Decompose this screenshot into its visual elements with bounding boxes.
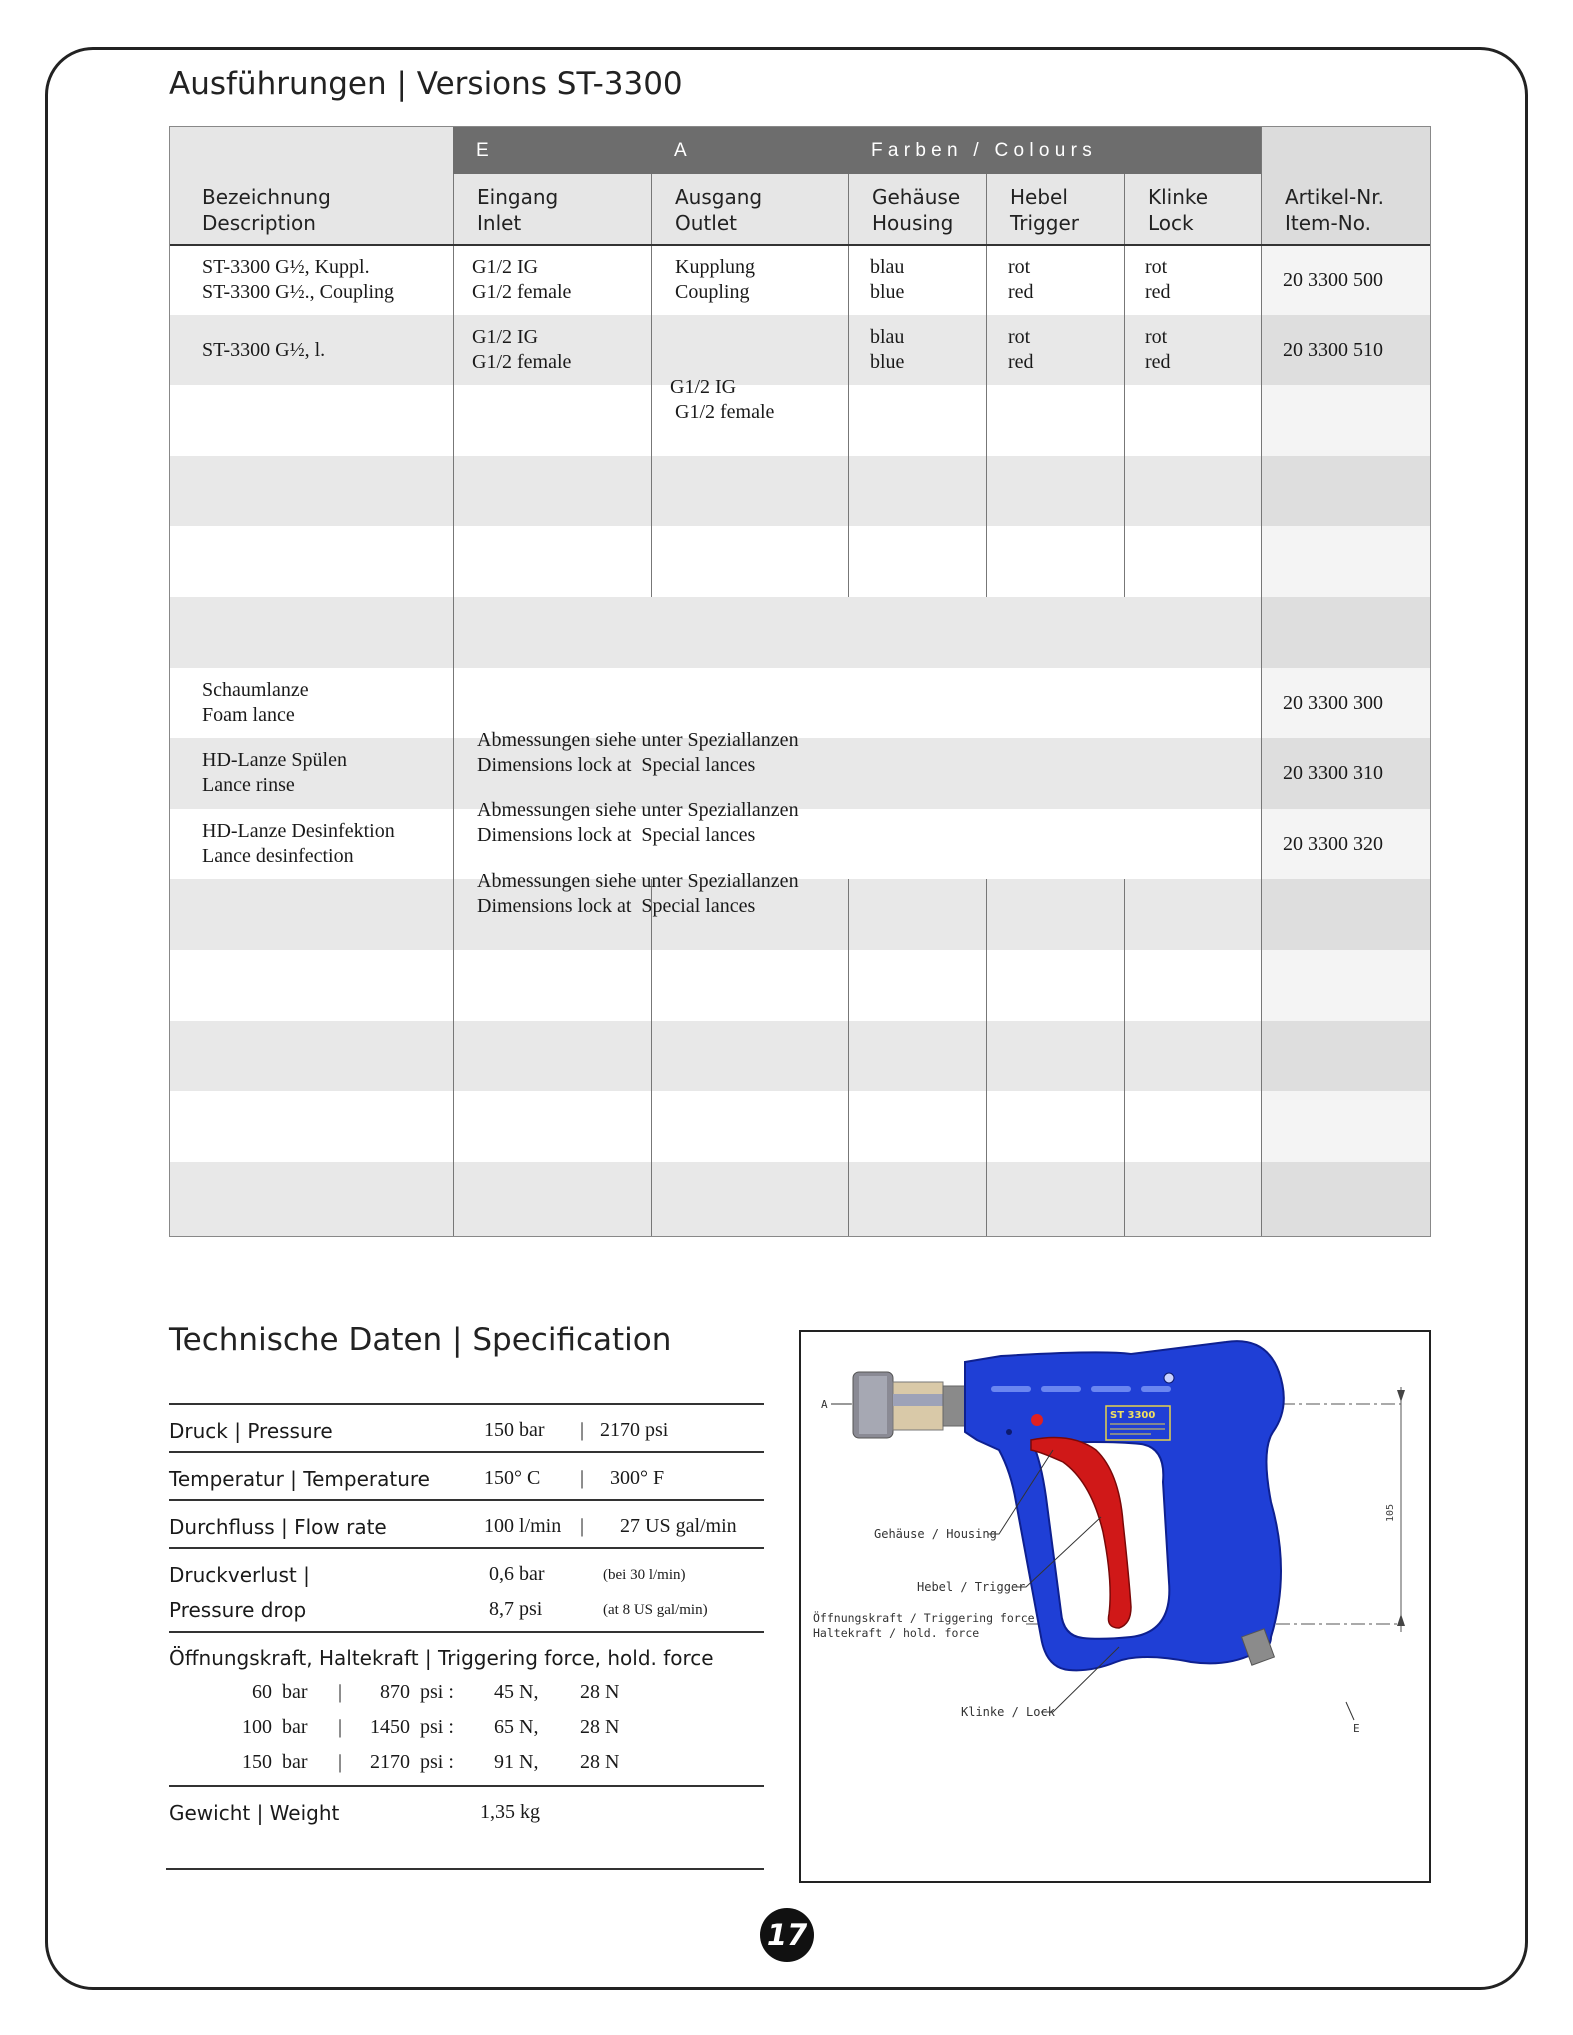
coupling-nut: [943, 1386, 965, 1426]
row1-lock: rot red: [1145, 256, 1171, 303]
table-row: [170, 456, 1430, 526]
vent-slot: [991, 1386, 1031, 1392]
drop-label-en: Pressure drop: [169, 1598, 307, 1622]
lance1-dimensions: Abmessungen siehe unter Speziallanzen Dimensions lock at Special lances: [477, 729, 799, 776]
spec-title: Technische Daten | Specification: [169, 1322, 672, 1358]
col-divider: [986, 174, 987, 597]
force-sep: |: [338, 1716, 343, 1738]
table-row: [170, 1021, 1430, 1091]
force-bar-value: 150: [242, 1751, 272, 1773]
col-header-housing: Gehäuse Housing: [872, 185, 961, 235]
temperature-c: 150° C: [484, 1467, 541, 1489]
col-divider: [848, 174, 849, 597]
table-row: [170, 385, 1430, 456]
dimension-arrow: [1397, 1390, 1405, 1402]
item-column-tint: [1261, 127, 1431, 1237]
col-divider: [1261, 127, 1262, 1237]
versions-table: [169, 126, 1431, 1237]
table-row: [170, 738, 1430, 809]
coupling-sleeve-face: [859, 1376, 887, 1434]
dimension-label: 105: [1385, 1503, 1396, 1522]
lance1-description: Schaumlanze Foam lance: [202, 679, 309, 726]
lance3-description: HD-Lanze Desinfektion Lance desinfection: [202, 820, 395, 867]
label-lock: Klinke / Lock: [961, 1705, 1055, 1719]
label-hold-force: Haltekraft / hold. force: [813, 1626, 980, 1640]
temperature-f: 300° F: [610, 1467, 665, 1489]
spec-rule: [169, 1785, 764, 1787]
col-divider: [651, 174, 652, 597]
weight-label: Gewicht | Weight: [169, 1801, 340, 1825]
coupling-band: [893, 1394, 943, 1406]
lance3-item-no: 20 3300 320: [1283, 833, 1383, 855]
force-sep: |: [338, 1681, 343, 1703]
row2-item-no: 20 3300 510: [1283, 339, 1383, 361]
flow-label: Durchfluss | Flow rate: [169, 1515, 387, 1539]
pressure-psi: 2170 psi: [600, 1419, 669, 1441]
temperature-sep: |: [580, 1467, 585, 1489]
col-header-item-no: Artikel-Nr. Item-No.: [1285, 185, 1384, 235]
col-header-outlet: Ausgang Outlet: [675, 185, 763, 235]
col-divider: [1124, 174, 1125, 597]
force-bar-value: 60: [252, 1681, 272, 1703]
col-header-inlet: Eingang Inlet: [477, 185, 559, 235]
force-psi-value: 870: [380, 1681, 410, 1703]
lance2-description: HD-Lanze Spülen Lance rinse: [202, 749, 347, 796]
flow-lmin: 100 l/min: [484, 1515, 562, 1537]
screw-icon: [1006, 1429, 1012, 1435]
row2-description: ST-3300 G½, l.: [202, 339, 326, 361]
spray-gun-drawing: [799, 1330, 1431, 1883]
label-housing: Gehäuse / Housing: [874, 1527, 997, 1541]
force-psi-unit: psi :: [420, 1751, 454, 1773]
force-psi-value: 1450: [370, 1716, 410, 1738]
row1-outlet: Kupplung Coupling: [675, 256, 755, 303]
force-sep: |: [338, 1751, 343, 1773]
band-header-colours: F a r b e n / C o l o u r s: [848, 127, 1261, 174]
label-a: A: [821, 1398, 828, 1411]
lance3-dimensions: Abmessungen siehe unter Speziallanzen Dimensions lock at Special lances: [477, 870, 799, 917]
table-row: [170, 668, 1430, 738]
leader-line: [1346, 1702, 1354, 1720]
flow-sep: |: [580, 1515, 585, 1537]
label-force: Öffnungskraft / Triggering force: [813, 1611, 1035, 1625]
force-bar-unit: bar: [282, 1716, 308, 1738]
force-hold: 28 N: [580, 1751, 620, 1773]
versions-title: Ausführungen | Versions ST-3300: [169, 66, 683, 102]
spec-rule: [169, 1499, 764, 1501]
force-open: 65 N,: [494, 1716, 539, 1738]
row1-housing: blau blue: [870, 256, 905, 303]
table-row: [170, 1162, 1430, 1237]
row2-outlet: G1/2 IG G1/2 female: [670, 376, 775, 423]
page-number: 17: [760, 1908, 814, 1962]
table-row: [170, 597, 1430, 668]
red-indicator-dot: [1031, 1414, 1043, 1426]
dimension-arrow: [1397, 1614, 1405, 1626]
force-bar-value: 100: [242, 1716, 272, 1738]
drop-bar: 0,6 bar: [489, 1563, 545, 1585]
row1-inlet: G1/2 IG G1/2 female: [472, 256, 572, 303]
header-rule: [170, 244, 1431, 246]
spec-rule: [169, 1451, 764, 1453]
col-divider: [986, 879, 987, 1237]
vent-slot: [1091, 1386, 1131, 1392]
temperature-label: Temperatur | Temperature: [169, 1467, 430, 1491]
force-bar-unit: bar: [282, 1681, 308, 1703]
spec-rule: [169, 1403, 764, 1405]
spec-rule: [169, 1631, 764, 1633]
force-psi-value: 2170: [370, 1751, 410, 1773]
col-divider: [1124, 879, 1125, 1237]
pressure-bar: 150 bar: [484, 1419, 545, 1441]
force-psi-unit: psi :: [420, 1716, 454, 1738]
row1-item-no: 20 3300 500: [1283, 269, 1383, 291]
col-header-trigger: Hebel Trigger: [1010, 185, 1079, 235]
col-divider: [453, 174, 454, 1237]
spray-gun-svg: [801, 1332, 1429, 1881]
force-bar-unit: bar: [282, 1751, 308, 1773]
vent-slot: [1141, 1386, 1171, 1392]
drop-psi: 8,7 psi: [489, 1598, 543, 1620]
band-header-a: A: [651, 127, 848, 174]
weight-value: 1,35 kg: [480, 1801, 540, 1823]
label-e: E: [1353, 1722, 1360, 1735]
force-open: 91 N,: [494, 1751, 539, 1773]
spec-rule: [166, 1868, 764, 1870]
row1-trigger: rot red: [1008, 256, 1034, 303]
label-trigger: Hebel / Trigger: [917, 1580, 1026, 1594]
pressure-label: Druck | Pressure: [169, 1419, 333, 1443]
table-row: [170, 879, 1430, 950]
table-row: [170, 950, 1430, 1021]
force-hold: 28 N: [580, 1716, 620, 1738]
vent-slot: [1041, 1386, 1081, 1392]
band-header-e: E: [453, 127, 651, 174]
row2-inlet: G1/2 IG G1/2 female: [472, 326, 572, 373]
pressure-sep: |: [580, 1419, 585, 1441]
row2-lock: rot red: [1145, 326, 1171, 373]
row2-housing: blau blue: [870, 326, 905, 373]
flow-gal: 27 US gal/min: [620, 1515, 737, 1537]
col-divider: [651, 879, 652, 1237]
row2-trigger: rot red: [1008, 326, 1034, 373]
table-row: [170, 526, 1430, 597]
force-label: Öffnungskraft, Haltekraft | Triggering force, hold. force: [169, 1646, 714, 1670]
lance2-item-no: 20 3300 310: [1283, 762, 1383, 784]
product-badge-text: ST 3300: [1110, 1410, 1156, 1421]
col-divider: [848, 879, 849, 1237]
lance2-dimensions: Abmessungen siehe unter Speziallanzen Dimensions lock at Special lances: [477, 799, 799, 846]
drop-note-psi: (at 8 US gal/min): [603, 1602, 708, 1618]
drop-label-de: Druckverlust |: [169, 1563, 310, 1587]
drop-note-bar: (bei 30 l/min): [603, 1567, 686, 1583]
row1-description: ST-3300 G½, Kuppl. ST-3300 G½., Coupling: [202, 256, 395, 303]
force-hold: 28 N: [580, 1681, 620, 1703]
table-row: [170, 315, 1430, 385]
lance1-item-no: 20 3300 300: [1283, 692, 1383, 714]
screw-icon: [1164, 1373, 1174, 1383]
col-header-description: Bezeichnung Description: [202, 185, 331, 235]
col-header-lock: Klinke Lock: [1148, 185, 1209, 235]
force-psi-unit: psi :: [420, 1681, 454, 1703]
force-open: 45 N,: [494, 1681, 539, 1703]
spec-rule: [169, 1547, 764, 1549]
table-row: [170, 1091, 1430, 1162]
